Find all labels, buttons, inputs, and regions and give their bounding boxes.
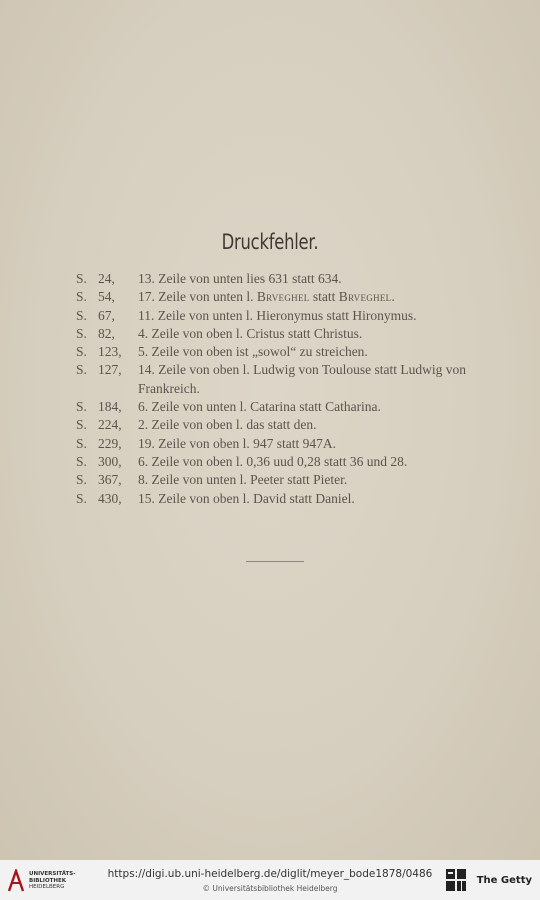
copyright-notice: © Universitätsbibliothek Heidelberg — [202, 884, 338, 893]
page-prefix: S. — [76, 362, 87, 378]
errata-entry — [76, 416, 506, 434]
page-prefix: S. — [76, 399, 87, 415]
errata-entry — [76, 490, 506, 508]
library-name-line3: HEIDELBERG — [29, 884, 65, 891]
errata-entry — [76, 471, 506, 489]
page-prefix: S. — [76, 453, 87, 469]
page-prefix: S. — [76, 344, 87, 360]
errata-text: 4. Zeile von oben l. Cristus statt Christus. — [138, 325, 363, 341]
divider-rule — [246, 561, 304, 562]
errata-entry — [76, 270, 506, 288]
page-number: 367, — [98, 472, 122, 488]
errata-text: 2. Zeile von oben l. das statt den. — [138, 417, 317, 433]
errata-entry — [76, 288, 506, 306]
errata-text: 15. Zeile von oben l. David statt Daniel. — [138, 490, 355, 506]
page-prefix: S. — [76, 490, 87, 506]
getty-emblem-icon — [445, 868, 467, 892]
errata-text — [138, 288, 506, 306]
page-prefix: S. — [76, 472, 87, 488]
page-prefix: S. — [76, 435, 87, 451]
page-number: 430, — [98, 490, 122, 506]
partner-name: The Getty — [476, 874, 532, 886]
library-name-line1: UNIVERSITÄTS- — [29, 871, 76, 878]
page-prefix: S. — [76, 325, 87, 341]
errata-entry — [76, 398, 506, 416]
errata-small-caps: Brveghel — [256, 289, 310, 305]
page-prefix: S. — [76, 271, 87, 286]
page-number: 123, — [98, 344, 122, 360]
errata-text-part: 17. Zeile von unten l. — [138, 289, 257, 305]
page-number: 300, — [98, 453, 122, 469]
page-number: 127, — [98, 362, 122, 378]
partner-logo[interactable] — [445, 868, 532, 892]
page-number: 54, — [98, 289, 115, 305]
errata-entry — [76, 307, 506, 325]
errata-text: 14. Zeile von oben l. Ludwig von Toulouse statt Ludwig von Frankreich. — [138, 362, 467, 396]
errata-text-part: statt — [309, 289, 339, 305]
page-number: 82, — [98, 325, 115, 341]
errata-list — [76, 270, 506, 508]
errata-text: 11. Zeile von unten l. Hieronymus statt Hironymus. — [138, 307, 417, 323]
errata-text: 13. Zeile von unten lies 631 statt 634. — [138, 271, 342, 286]
errata-entry — [76, 453, 506, 471]
errata-text-part: . — [391, 289, 395, 305]
errata-text: 6. Zeile von oben l. 0,36 uud 0,28 statt 36 und 28. — [138, 453, 408, 469]
library-name-line2: BIBLIOTHEK — [29, 877, 67, 884]
errata-small-caps: Brveghel — [338, 289, 392, 305]
errata-entry — [76, 435, 506, 453]
permalink-url[interactable]: https://digi.ub.uni-heidelberg.de/diglit/meyer_bode1878/0486 — [107, 868, 433, 880]
errata-text: 8. Zeile von unten l. Peeter statt Pieter. — [138, 472, 348, 488]
page-number: 67, — [98, 307, 115, 323]
errata-text: 6. Zeile von unten l. Catarina statt Catharina. — [138, 399, 381, 415]
page-prefix: S. — [76, 307, 87, 323]
errata-entry — [76, 325, 506, 343]
page-number: 24, — [98, 271, 115, 286]
page-prefix: S. — [76, 289, 87, 305]
page-number: 184, — [98, 399, 122, 415]
page-prefix: S. — [76, 417, 87, 433]
errata-entry — [76, 343, 506, 361]
errata-entry — [76, 361, 506, 398]
errata-text: 19. Zeile von oben l. 947 statt 947A. — [138, 435, 336, 451]
page-number: 224, — [98, 417, 122, 433]
page-number: 229, — [98, 435, 122, 451]
viewer-footer — [0, 860, 540, 900]
page-title: Druckfehler. — [221, 230, 319, 254]
errata-text: 5. Zeile von oben ist „sowol“ zu streichen. — [138, 344, 368, 360]
